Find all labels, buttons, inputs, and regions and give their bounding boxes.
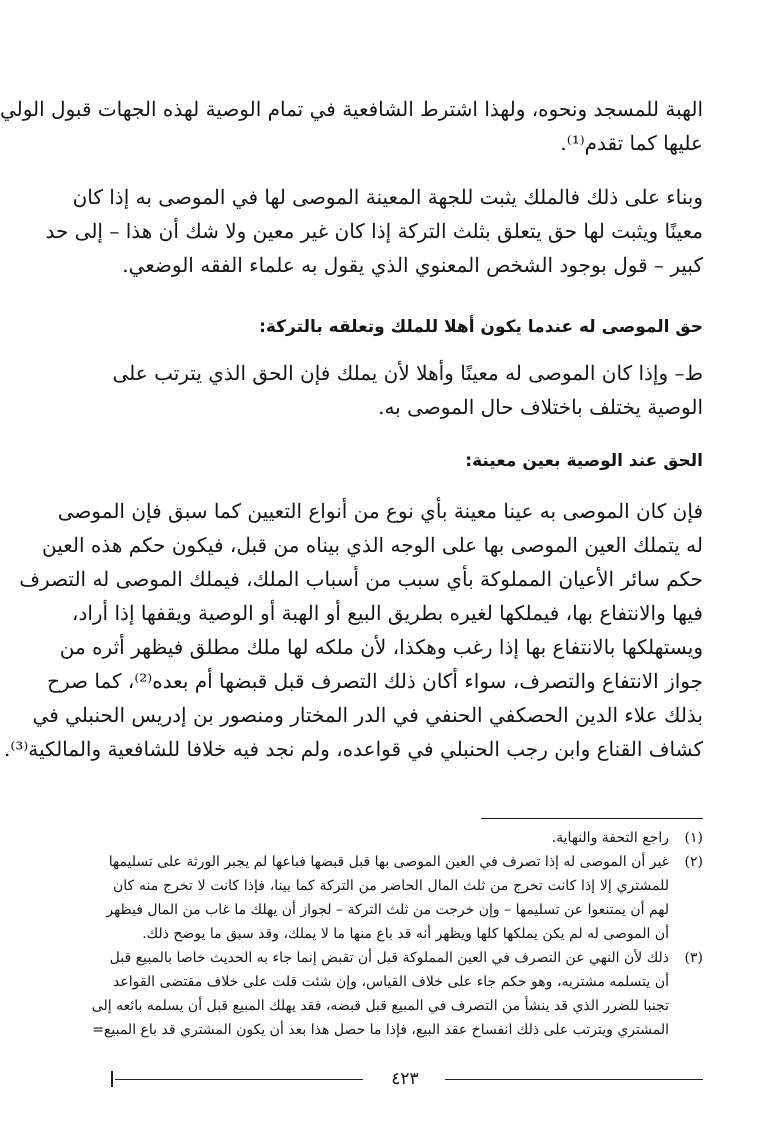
footnote-line: المشتري ويترتب على ذلك انفساخ عقد البيع، فإذا ما حصل هذا بعد أن يكون المشتري قد باع المبيع=	[92, 1022, 669, 1038]
text-line: فإن كان الموصى به عينا معينة بأي نوع من أنواع التعيين كما سبق فإن الموصى	[57, 499, 703, 523]
paragraph-3	[113, 356, 703, 424]
text-line: الوصية يختلف باختلاف حال الموصى به.	[378, 395, 703, 419]
page-number: ٤٢٣	[391, 1069, 419, 1089]
text-line: كبير – قول بوجود الشخص المعنوي الذي يقول به علماء الفقه الوضعي.	[122, 253, 703, 277]
footnote-line: ذلك لأن النهي عن التصرف في العين المملوكة قبل أن تقبض إنما جاء به الحديث خاصا بالمبيع قبل	[109, 950, 669, 966]
text-line: جواز الانتفاع والتصرف، سواء أكان ذلك التصرف قبل قبضها أم بعده⁽²⁾، كما صرح	[47, 669, 703, 693]
text-line: حكم سائر الأعيان المملوكة بأي سبب من أسباب الملك، فيملك الموصى له التصرف	[19, 567, 703, 591]
footer-end-bar	[111, 1071, 113, 1087]
section-heading: الحق عند الوصية بعين معينة:	[465, 451, 703, 471]
footnote-line: لهم أن يمتنعوا عن تسليمها – وإن خرجت من ثلث التركة – لجواز أن يهلك ما غاب من المال فيظهر	[106, 902, 669, 918]
text-line: فيها والانتفاع بها، فيملكها لغيره بطريق البيع أو الهبة أو الوصية ويقفها إذا أراد،	[71, 601, 703, 625]
footnote-number: (٣)	[684, 950, 703, 966]
footnotes	[91, 826, 703, 1042]
footer-rule-left	[115, 1079, 363, 1080]
footnote-1	[113, 826, 703, 850]
footnote-number: (٢)	[684, 854, 703, 870]
footnote-2	[106, 850, 703, 946]
footnote-line: أن الموصى له لم يكن يملكها كلها ويظهر أنه قد باع منها ما لا يملك، وقد سبق ما يوضح ذلك.	[142, 926, 669, 942]
footnote-line: راجع التحفة والنهاية.	[551, 830, 669, 846]
text-line: الهبة للمسجد ونحوه، ولهذا اشترط الشافعية في تمام الوصية لهذه الجهات قبول الولي	[0, 97, 703, 121]
footer-rule-right	[445, 1079, 703, 1080]
footnote-line: تجنبا للضرر الذي قد ينشأ من التصرف في المبيع قبل قبضه، فقد يهلك المبيع قبل أن يسلمه بائعه إلى	[91, 998, 669, 1014]
paragraph-2	[45, 180, 703, 282]
text-line: ط– وإذا كان الموصى له معينًا وأهلا لأن يملك فإن الحق الذي يترتب على	[112, 361, 703, 385]
page-footer	[111, 1068, 703, 1090]
paragraph-4	[4, 494, 703, 766]
text-line: بذلك علاء الدين الحصكفي الحنفي في الدر المختار ومنصور بن إدريس الحنبلي في	[32, 703, 703, 727]
text-line: وبناء على ذلك فالملك يثبت للجهة المعينة الموصى لها في الموصى به إذا كان	[72, 185, 703, 209]
footnote-line: أن يتسلمه مشتريه، وهو حكم جاء على خلاف القياس، وإن شئت قلت على خلاف مقتضى القواعد	[113, 974, 669, 990]
footnote-number: (١)	[684, 830, 703, 846]
text-line: كشاف القناع وابن رجب الحنبلي في قواعده، ولم نجد فيه خلافا للشافعية والمالكية⁽³⁾.	[4, 737, 703, 761]
footnote-line: غير أن الموصى له إذا تصرف في العين الموصى بها قبل قبضها فباعها لم يجبر الورثة على تسليمها	[108, 854, 669, 870]
paragraph-1	[0, 92, 703, 160]
footnote-line: للمشتري إلا إذا كانت تخرج من ثلث المال الحاضر من التركة كما بينا، فإذا كانت لا تخرج منه كان	[113, 878, 669, 894]
text-line: معينًا ويثبت لها حق يتعلق بثلث التركة إذا كان غير معين ولا شك أن هذا – إلى حد	[45, 219, 703, 243]
footnote-3	[91, 946, 703, 1042]
text-line: له يتملك العين الموصى بها على الوجه الذي بيناه من قبل، فيكون حكم هذه العين	[42, 533, 703, 557]
text-line: عليها كما تقدم⁽¹⁾.	[560, 131, 703, 155]
text-line: ويستهلكها بالانتفاع بها إذا رغب وهكذا، لأن ملكه لها ملك مطلق فيظهر أثره من	[59, 635, 703, 659]
section-heading: حق الموصى له عندما يكون أهلا للملك وتعلقه بالتركة:	[259, 317, 703, 337]
footnote-separator	[481, 818, 703, 819]
